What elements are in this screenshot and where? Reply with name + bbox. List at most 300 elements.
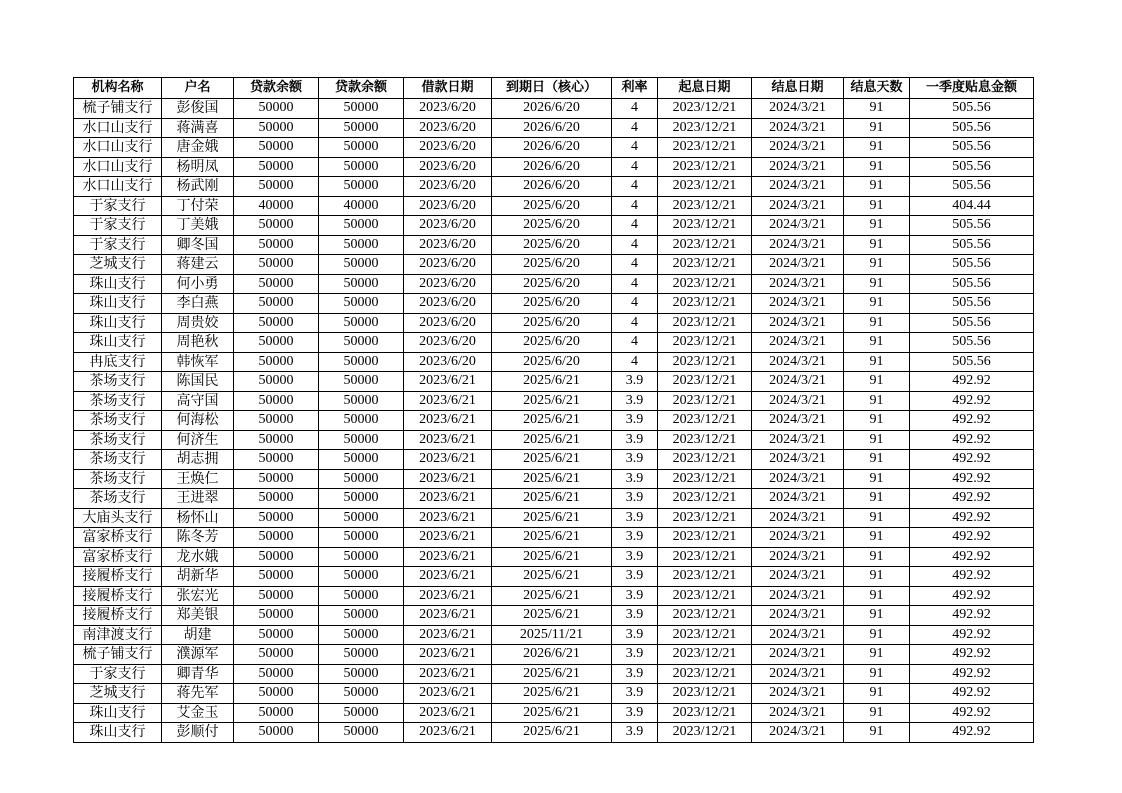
interest-start-cell: 2023/12/21 xyxy=(658,235,752,255)
rate-cell: 3.9 xyxy=(612,411,658,431)
interest-start-cell: 2023/12/21 xyxy=(658,216,752,236)
interest-settle-cell: 2024/3/21 xyxy=(752,547,844,567)
rate-cell: 4 xyxy=(612,235,658,255)
account-name-cell: 陈国民 xyxy=(162,372,234,392)
loan-balance-cell: 50000 xyxy=(234,430,319,450)
due-date-cell: 2025/6/20 xyxy=(492,274,612,294)
table-row xyxy=(74,216,1034,236)
table-row xyxy=(74,274,1034,294)
table-body xyxy=(74,99,1034,743)
account-name-cell: 王进翠 xyxy=(162,489,234,509)
interest-start-cell: 2023/12/21 xyxy=(658,411,752,431)
org-name-cell: 大庙头支行 xyxy=(74,508,162,528)
q1-subsidy-cell: 492.92 xyxy=(910,645,1034,665)
table-row xyxy=(74,333,1034,353)
rate-cell: 3.9 xyxy=(612,703,658,723)
loan-date-cell: 2023/6/21 xyxy=(404,547,492,567)
loan-date-cell: 2023/6/20 xyxy=(404,333,492,353)
interest-start-cell: 2023/12/21 xyxy=(658,625,752,645)
loan-balance-cell: 50000 xyxy=(234,157,319,177)
rate-cell: 4 xyxy=(612,313,658,333)
org-name-cell: 茶场支行 xyxy=(74,372,162,392)
loan-balance-2-cell: 50000 xyxy=(319,99,404,119)
interest-days-cell: 91 xyxy=(844,372,910,392)
interest-days-cell: 91 xyxy=(844,177,910,197)
loan-balance-cell: 50000 xyxy=(234,391,319,411)
org-name-cell: 于家支行 xyxy=(74,216,162,236)
loan-balance-cell: 50000 xyxy=(234,177,319,197)
table-row xyxy=(74,138,1034,158)
table-row xyxy=(74,450,1034,470)
org-name-cell: 富家桥支行 xyxy=(74,528,162,548)
interest-settle-cell: 2024/3/21 xyxy=(752,255,844,275)
loan-date-cell: 2023/6/21 xyxy=(404,391,492,411)
rate-cell: 4 xyxy=(612,177,658,197)
due-date-cell: 2025/6/21 xyxy=(492,567,612,587)
account-name-cell: 胡建 xyxy=(162,625,234,645)
account-name-cell: 卿青华 xyxy=(162,664,234,684)
interest-days-cell: 91 xyxy=(844,625,910,645)
q1-subsidy-cell: 505.56 xyxy=(910,333,1034,353)
interest-start-cell: 2023/12/21 xyxy=(658,469,752,489)
interest-settle-cell: 2024/3/21 xyxy=(752,625,844,645)
rate-cell: 3.9 xyxy=(612,586,658,606)
interest-settle-cell: 2024/3/21 xyxy=(752,411,844,431)
header-org-name: 机构名称 xyxy=(74,78,162,99)
account-name-cell: 唐金娥 xyxy=(162,138,234,158)
interest-days-cell: 91 xyxy=(844,606,910,626)
loan-balance-cell: 50000 xyxy=(234,313,319,333)
interest-settle-cell: 2024/3/21 xyxy=(752,177,844,197)
account-name-cell: 濮源军 xyxy=(162,645,234,665)
table-row xyxy=(74,547,1034,567)
org-name-cell: 芝城支行 xyxy=(74,255,162,275)
interest-start-cell: 2023/12/21 xyxy=(658,99,752,119)
due-date-cell: 2025/11/21 xyxy=(492,625,612,645)
due-date-cell: 2025/6/20 xyxy=(492,313,612,333)
due-date-cell: 2026/6/21 xyxy=(492,645,612,665)
loan-balance-cell: 50000 xyxy=(234,118,319,138)
loan-date-cell: 2023/6/21 xyxy=(404,489,492,509)
q1-subsidy-cell: 505.56 xyxy=(910,118,1034,138)
account-name-cell: 高守国 xyxy=(162,391,234,411)
interest-settle-cell: 2024/3/21 xyxy=(752,138,844,158)
interest-settle-cell: 2024/3/21 xyxy=(752,235,844,255)
org-name-cell: 冉底支行 xyxy=(74,352,162,372)
table-row xyxy=(74,703,1034,723)
table-row xyxy=(74,586,1034,606)
interest-start-cell: 2023/12/21 xyxy=(658,567,752,587)
org-name-cell: 梳子铺支行 xyxy=(74,645,162,665)
loan-date-cell: 2023/6/21 xyxy=(404,372,492,392)
loan-balance-2-cell: 50000 xyxy=(319,703,404,723)
org-name-cell: 于家支行 xyxy=(74,235,162,255)
loan-balance-cell: 50000 xyxy=(234,508,319,528)
due-date-cell: 2025/6/21 xyxy=(492,586,612,606)
loan-date-cell: 2023/6/20 xyxy=(404,138,492,158)
due-date-cell: 2025/6/20 xyxy=(492,216,612,236)
loan-balance-cell: 50000 xyxy=(234,703,319,723)
loan-balance-2-cell: 50000 xyxy=(319,138,404,158)
org-name-cell: 接履桥支行 xyxy=(74,567,162,587)
account-name-cell: 王焕仁 xyxy=(162,469,234,489)
org-name-cell: 茶场支行 xyxy=(74,469,162,489)
account-name-cell: 龙水娥 xyxy=(162,547,234,567)
table-row xyxy=(74,567,1034,587)
interest-settle-cell: 2024/3/21 xyxy=(752,508,844,528)
interest-start-cell: 2023/12/21 xyxy=(658,528,752,548)
interest-days-cell: 91 xyxy=(844,313,910,333)
interest-settle-cell: 2024/3/21 xyxy=(752,99,844,119)
header-rate: 利率 xyxy=(612,78,658,99)
loan-date-cell: 2023/6/21 xyxy=(404,645,492,665)
account-name-cell: 蒋先军 xyxy=(162,684,234,704)
interest-start-cell: 2023/12/21 xyxy=(658,352,752,372)
q1-subsidy-cell: 505.56 xyxy=(910,177,1034,197)
table-row xyxy=(74,255,1034,275)
account-name-cell: 艾金玉 xyxy=(162,703,234,723)
header-loan-balance: 贷款余额 xyxy=(234,78,319,99)
rate-cell: 4 xyxy=(612,138,658,158)
loan-balance-2-cell: 50000 xyxy=(319,586,404,606)
interest-days-cell: 91 xyxy=(844,528,910,548)
interest-days-cell: 91 xyxy=(844,450,910,470)
rate-cell: 3.9 xyxy=(612,528,658,548)
account-name-cell: 何济生 xyxy=(162,430,234,450)
due-date-cell: 2026/6/20 xyxy=(492,99,612,119)
loan-date-cell: 2023/6/21 xyxy=(404,450,492,470)
interest-days-cell: 91 xyxy=(844,508,910,528)
loan-balance-2-cell: 50000 xyxy=(319,372,404,392)
loan-date-cell: 2023/6/20 xyxy=(404,196,492,216)
q1-subsidy-cell: 505.56 xyxy=(910,138,1034,158)
interest-settle-cell: 2024/3/21 xyxy=(752,645,844,665)
interest-settle-cell: 2024/3/21 xyxy=(752,294,844,314)
loan-balance-cell: 50000 xyxy=(234,333,319,353)
loan-balance-2-cell: 50000 xyxy=(319,157,404,177)
org-name-cell: 富家桥支行 xyxy=(74,547,162,567)
header-interest-settle: 结息日期 xyxy=(752,78,844,99)
due-date-cell: 2025/6/21 xyxy=(492,391,612,411)
loan-date-cell: 2023/6/21 xyxy=(404,528,492,548)
due-date-cell: 2025/6/21 xyxy=(492,430,612,450)
interest-settle-cell: 2024/3/21 xyxy=(752,274,844,294)
interest-start-cell: 2023/12/21 xyxy=(658,586,752,606)
loan-balance-2-cell: 50000 xyxy=(319,430,404,450)
loan-date-cell: 2023/6/20 xyxy=(404,313,492,333)
table-row xyxy=(74,489,1034,509)
interest-settle-cell: 2024/3/21 xyxy=(752,684,844,704)
due-date-cell: 2025/6/21 xyxy=(492,372,612,392)
interest-settle-cell: 2024/3/21 xyxy=(752,372,844,392)
interest-settle-cell: 2024/3/21 xyxy=(752,606,844,626)
interest-settle-cell: 2024/3/21 xyxy=(752,216,844,236)
interest-settle-cell: 2024/3/21 xyxy=(752,391,844,411)
org-name-cell: 接履桥支行 xyxy=(74,586,162,606)
loan-balance-2-cell: 40000 xyxy=(319,196,404,216)
loan-balance-2-cell: 50000 xyxy=(319,567,404,587)
loan-balance-2-cell: 50000 xyxy=(319,684,404,704)
rate-cell: 4 xyxy=(612,294,658,314)
table-row xyxy=(74,606,1034,626)
interest-start-cell: 2023/12/21 xyxy=(658,664,752,684)
rate-cell: 3.9 xyxy=(612,664,658,684)
interest-days-cell: 91 xyxy=(844,138,910,158)
account-name-cell: 周艳秋 xyxy=(162,333,234,353)
interest-start-cell: 2023/12/21 xyxy=(658,177,752,197)
header-row xyxy=(74,78,1034,99)
rate-cell: 3.9 xyxy=(612,391,658,411)
rate-cell: 3.9 xyxy=(612,489,658,509)
org-name-cell: 接履桥支行 xyxy=(74,606,162,626)
q1-subsidy-cell: 492.92 xyxy=(910,606,1034,626)
table-row xyxy=(74,723,1034,743)
loan-balance-2-cell: 50000 xyxy=(319,216,404,236)
loan-date-cell: 2023/6/20 xyxy=(404,294,492,314)
org-name-cell: 水口山支行 xyxy=(74,177,162,197)
due-date-cell: 2025/6/21 xyxy=(492,664,612,684)
loan-balance-2-cell: 50000 xyxy=(319,391,404,411)
loan-balance-2-cell: 50000 xyxy=(319,645,404,665)
q1-subsidy-cell: 505.56 xyxy=(910,294,1034,314)
account-name-cell: 李白燕 xyxy=(162,294,234,314)
account-name-cell: 丁付荣 xyxy=(162,196,234,216)
loan-balance-2-cell: 50000 xyxy=(319,118,404,138)
interest-settle-cell: 2024/3/21 xyxy=(752,489,844,509)
table-row xyxy=(74,235,1034,255)
interest-start-cell: 2023/12/21 xyxy=(658,138,752,158)
loan-balance-2-cell: 50000 xyxy=(319,450,404,470)
org-name-cell: 梳子铺支行 xyxy=(74,99,162,119)
due-date-cell: 2025/6/21 xyxy=(492,606,612,626)
account-name-cell: 彭顺付 xyxy=(162,723,234,743)
interest-days-cell: 91 xyxy=(844,99,910,119)
header-q1-subsidy: 一季度贴息金额 xyxy=(910,78,1034,99)
rate-cell: 3.9 xyxy=(612,684,658,704)
interest-days-cell: 91 xyxy=(844,333,910,353)
q1-subsidy-cell: 492.92 xyxy=(910,469,1034,489)
interest-start-cell: 2023/12/21 xyxy=(658,450,752,470)
org-name-cell: 水口山支行 xyxy=(74,118,162,138)
q1-subsidy-cell: 492.92 xyxy=(910,508,1034,528)
table-row xyxy=(74,294,1034,314)
due-date-cell: 2025/6/20 xyxy=(492,352,612,372)
due-date-cell: 2025/6/21 xyxy=(492,508,612,528)
interest-settle-cell: 2024/3/21 xyxy=(752,586,844,606)
q1-subsidy-cell: 492.92 xyxy=(910,411,1034,431)
account-name-cell: 杨明凤 xyxy=(162,157,234,177)
q1-subsidy-cell: 505.56 xyxy=(910,216,1034,236)
due-date-cell: 2025/6/21 xyxy=(492,450,612,470)
rate-cell: 4 xyxy=(612,118,658,138)
loan-date-cell: 2023/6/21 xyxy=(404,508,492,528)
loan-date-cell: 2023/6/21 xyxy=(404,723,492,743)
loan-balance-2-cell: 50000 xyxy=(319,274,404,294)
loan-table xyxy=(73,77,1034,743)
q1-subsidy-cell: 505.56 xyxy=(910,255,1034,275)
q1-subsidy-cell: 492.92 xyxy=(910,703,1034,723)
loan-balance-2-cell: 50000 xyxy=(319,547,404,567)
loan-date-cell: 2023/6/20 xyxy=(404,157,492,177)
loan-balance-2-cell: 50000 xyxy=(319,625,404,645)
interest-settle-cell: 2024/3/21 xyxy=(752,352,844,372)
header-account-name: 户名 xyxy=(162,78,234,99)
due-date-cell: 2025/6/21 xyxy=(492,547,612,567)
loan-date-cell: 2023/6/20 xyxy=(404,216,492,236)
header-loan-date: 借款日期 xyxy=(404,78,492,99)
rate-cell: 3.9 xyxy=(612,547,658,567)
rate-cell: 4 xyxy=(612,274,658,294)
loan-date-cell: 2023/6/21 xyxy=(404,606,492,626)
loan-balance-cell: 50000 xyxy=(234,586,319,606)
org-name-cell: 南津渡支行 xyxy=(74,625,162,645)
table-row xyxy=(74,508,1034,528)
table-row xyxy=(74,352,1034,372)
q1-subsidy-cell: 505.56 xyxy=(910,352,1034,372)
q1-subsidy-cell: 505.56 xyxy=(910,235,1034,255)
account-name-cell: 韩恢军 xyxy=(162,352,234,372)
interest-days-cell: 91 xyxy=(844,235,910,255)
loan-balance-cell: 50000 xyxy=(234,547,319,567)
q1-subsidy-cell: 505.56 xyxy=(910,274,1034,294)
due-date-cell: 2025/6/21 xyxy=(492,528,612,548)
loan-balance-2-cell: 50000 xyxy=(319,489,404,509)
interest-days-cell: 91 xyxy=(844,645,910,665)
loan-date-cell: 2023/6/21 xyxy=(404,567,492,587)
loan-date-cell: 2023/6/20 xyxy=(404,235,492,255)
account-name-cell: 何海松 xyxy=(162,411,234,431)
loan-balance-cell: 50000 xyxy=(234,606,319,626)
q1-subsidy-cell: 404.44 xyxy=(910,196,1034,216)
q1-subsidy-cell: 492.92 xyxy=(910,372,1034,392)
rate-cell: 4 xyxy=(612,352,658,372)
q1-subsidy-cell: 492.92 xyxy=(910,430,1034,450)
q1-subsidy-cell: 505.56 xyxy=(910,99,1034,119)
table-row xyxy=(74,157,1034,177)
org-name-cell: 珠山支行 xyxy=(74,703,162,723)
loan-date-cell: 2023/6/21 xyxy=(404,430,492,450)
org-name-cell: 茶场支行 xyxy=(74,489,162,509)
q1-subsidy-cell: 505.56 xyxy=(910,157,1034,177)
interest-days-cell: 91 xyxy=(844,294,910,314)
org-name-cell: 珠山支行 xyxy=(74,333,162,353)
q1-subsidy-cell: 492.92 xyxy=(910,528,1034,548)
interest-start-cell: 2023/12/21 xyxy=(658,606,752,626)
interest-start-cell: 2023/12/21 xyxy=(658,703,752,723)
interest-start-cell: 2023/12/21 xyxy=(658,157,752,177)
interest-start-cell: 2023/12/21 xyxy=(658,274,752,294)
interest-days-cell: 91 xyxy=(844,352,910,372)
header-loan-balance-2: 贷款余额 xyxy=(319,78,404,99)
header-due-date: 到期日（核心） xyxy=(492,78,612,99)
loan-balance-2-cell: 50000 xyxy=(319,235,404,255)
header-interest-start: 起息日期 xyxy=(658,78,752,99)
rate-cell: 3.9 xyxy=(612,508,658,528)
loan-balance-cell: 50000 xyxy=(234,489,319,509)
loan-balance-cell: 50000 xyxy=(234,235,319,255)
rate-cell: 4 xyxy=(612,333,658,353)
due-date-cell: 2025/6/21 xyxy=(492,411,612,431)
due-date-cell: 2025/6/21 xyxy=(492,703,612,723)
org-name-cell: 茶场支行 xyxy=(74,430,162,450)
interest-settle-cell: 2024/3/21 xyxy=(752,664,844,684)
loan-balance-2-cell: 50000 xyxy=(319,411,404,431)
loan-balance-cell: 50000 xyxy=(234,216,319,236)
interest-start-cell: 2023/12/21 xyxy=(658,684,752,704)
org-name-cell: 水口山支行 xyxy=(74,157,162,177)
interest-settle-cell: 2024/3/21 xyxy=(752,528,844,548)
table-row xyxy=(74,196,1034,216)
loan-balance-cell: 50000 xyxy=(234,567,319,587)
due-date-cell: 2025/6/20 xyxy=(492,235,612,255)
org-name-cell: 茶场支行 xyxy=(74,450,162,470)
interest-start-cell: 2023/12/21 xyxy=(658,313,752,333)
interest-settle-cell: 2024/3/21 xyxy=(752,723,844,743)
q1-subsidy-cell: 492.92 xyxy=(910,567,1034,587)
rate-cell: 3.9 xyxy=(612,723,658,743)
interest-days-cell: 91 xyxy=(844,274,910,294)
account-name-cell: 胡新华 xyxy=(162,567,234,587)
loan-date-cell: 2023/6/20 xyxy=(404,177,492,197)
org-name-cell: 珠山支行 xyxy=(74,274,162,294)
loan-balance-2-cell: 50000 xyxy=(319,723,404,743)
loan-balance-2-cell: 50000 xyxy=(319,508,404,528)
interest-start-cell: 2023/12/21 xyxy=(658,372,752,392)
interest-days-cell: 91 xyxy=(844,118,910,138)
q1-subsidy-cell: 492.92 xyxy=(910,684,1034,704)
table-row xyxy=(74,411,1034,431)
interest-days-cell: 91 xyxy=(844,196,910,216)
interest-days-cell: 91 xyxy=(844,586,910,606)
interest-settle-cell: 2024/3/21 xyxy=(752,313,844,333)
loan-balance-2-cell: 50000 xyxy=(319,294,404,314)
interest-days-cell: 91 xyxy=(844,255,910,275)
account-name-cell: 郑美银 xyxy=(162,606,234,626)
interest-start-cell: 2023/12/21 xyxy=(658,508,752,528)
table-row xyxy=(74,684,1034,704)
loan-date-cell: 2023/6/21 xyxy=(404,586,492,606)
interest-days-cell: 91 xyxy=(844,723,910,743)
due-date-cell: 2025/6/21 xyxy=(492,723,612,743)
org-name-cell: 于家支行 xyxy=(74,664,162,684)
interest-days-cell: 91 xyxy=(844,547,910,567)
interest-start-cell: 2023/12/21 xyxy=(658,294,752,314)
account-name-cell: 蒋满喜 xyxy=(162,118,234,138)
table-row xyxy=(74,177,1034,197)
loan-balance-2-cell: 50000 xyxy=(319,528,404,548)
rate-cell: 3.9 xyxy=(612,625,658,645)
interest-settle-cell: 2024/3/21 xyxy=(752,430,844,450)
rate-cell: 3.9 xyxy=(612,645,658,665)
due-date-cell: 2025/6/20 xyxy=(492,255,612,275)
rate-cell: 4 xyxy=(612,255,658,275)
interest-start-cell: 2023/12/21 xyxy=(658,118,752,138)
loan-balance-cell: 50000 xyxy=(234,274,319,294)
account-name-cell: 胡志拥 xyxy=(162,450,234,470)
interest-settle-cell: 2024/3/21 xyxy=(752,450,844,470)
interest-settle-cell: 2024/3/21 xyxy=(752,469,844,489)
interest-start-cell: 2023/12/21 xyxy=(658,391,752,411)
org-name-cell: 珠山支行 xyxy=(74,313,162,333)
loan-balance-2-cell: 50000 xyxy=(319,333,404,353)
loan-date-cell: 2023/6/20 xyxy=(404,255,492,275)
interest-start-cell: 2023/12/21 xyxy=(658,333,752,353)
interest-start-cell: 2023/12/21 xyxy=(658,645,752,665)
due-date-cell: 2025/6/20 xyxy=(492,294,612,314)
loan-balance-cell: 50000 xyxy=(234,528,319,548)
loan-balance-cell: 50000 xyxy=(234,294,319,314)
q1-subsidy-cell: 492.92 xyxy=(910,391,1034,411)
